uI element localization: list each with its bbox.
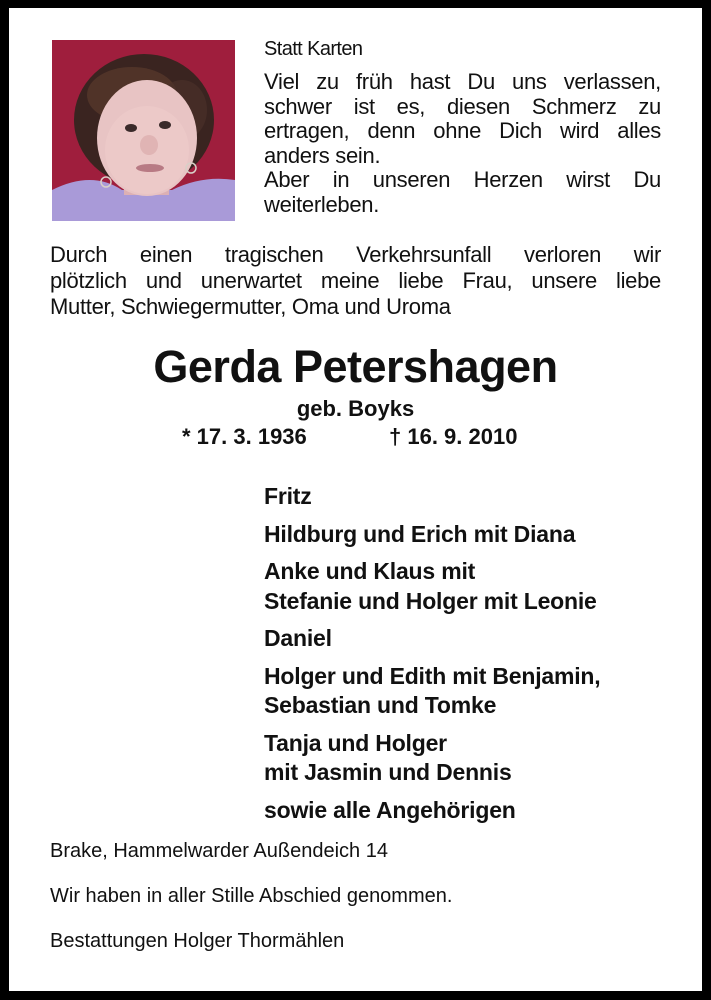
family-line: Sebastian und Tomke bbox=[264, 692, 497, 718]
statt-karten-heading: Statt Karten bbox=[264, 38, 363, 60]
address-line: Brake, Hammelwarder Außendeich 14 bbox=[50, 840, 388, 862]
verse-line: Aber in unseren Herzen wirst Du bbox=[264, 167, 661, 192]
family-line: Fritz bbox=[264, 483, 312, 509]
verse-line: anders sein. bbox=[264, 142, 381, 168]
family-group bbox=[264, 482, 694, 512]
birth-date: * 17. 3. 1936 bbox=[182, 424, 307, 449]
verse-block bbox=[264, 36, 661, 217]
maiden-name: geb. Boyks bbox=[296, 396, 415, 421]
family-line: Hildburg und Erich mit Diana bbox=[264, 520, 576, 547]
deceased-name: Gerda Petershagen bbox=[153, 341, 558, 392]
family-group bbox=[264, 729, 694, 788]
farewell-notice: Wir haben in aller Stille Abschied genommen. bbox=[50, 885, 453, 907]
verse-line: Viel zu früh hast Du uns verlassen, bbox=[264, 69, 661, 94]
intro-line: plötzlich und unerwartet meine liebe Frau, unsere liebe bbox=[50, 268, 661, 293]
intro-line: Durch einen tragischen Verkehrsunfall verloren wir bbox=[50, 242, 661, 267]
intro-paragraph bbox=[50, 242, 661, 320]
verse-line: ertragen, denn ohne Dich wird alles bbox=[264, 118, 661, 143]
obituary-notice bbox=[9, 8, 702, 991]
family-group bbox=[264, 796, 694, 826]
intro-line: Mutter, Schwiegermutter, Oma und Uroma bbox=[50, 294, 451, 319]
family-group bbox=[264, 624, 694, 654]
family-line: Daniel bbox=[264, 625, 332, 651]
family-line: Anke und Klaus mit bbox=[264, 558, 476, 584]
family-line: Tanja und Holger bbox=[264, 729, 447, 756]
family-line: Holger und Edith mit Benjamin, bbox=[264, 662, 601, 689]
funeral-home: Bestattungen Holger Thormählen bbox=[50, 930, 345, 952]
family-group bbox=[264, 557, 694, 616]
family-group bbox=[264, 520, 694, 550]
family-group bbox=[264, 662, 694, 721]
family-line: Stefanie und Holger mit Leonie bbox=[264, 587, 597, 614]
portrait-image bbox=[52, 40, 235, 221]
death-date: † 16. 9. 2010 bbox=[389, 424, 518, 449]
verse-line: schwer ist es, diesen Schmerz zu bbox=[264, 93, 661, 119]
verse-line: weiterleben. bbox=[264, 191, 380, 217]
portrait-photo bbox=[52, 40, 235, 221]
family-line: sowie alle Angehörigen bbox=[264, 796, 516, 823]
family-line: mit Jasmin und Dennis bbox=[264, 759, 512, 785]
family-list bbox=[264, 482, 694, 833]
